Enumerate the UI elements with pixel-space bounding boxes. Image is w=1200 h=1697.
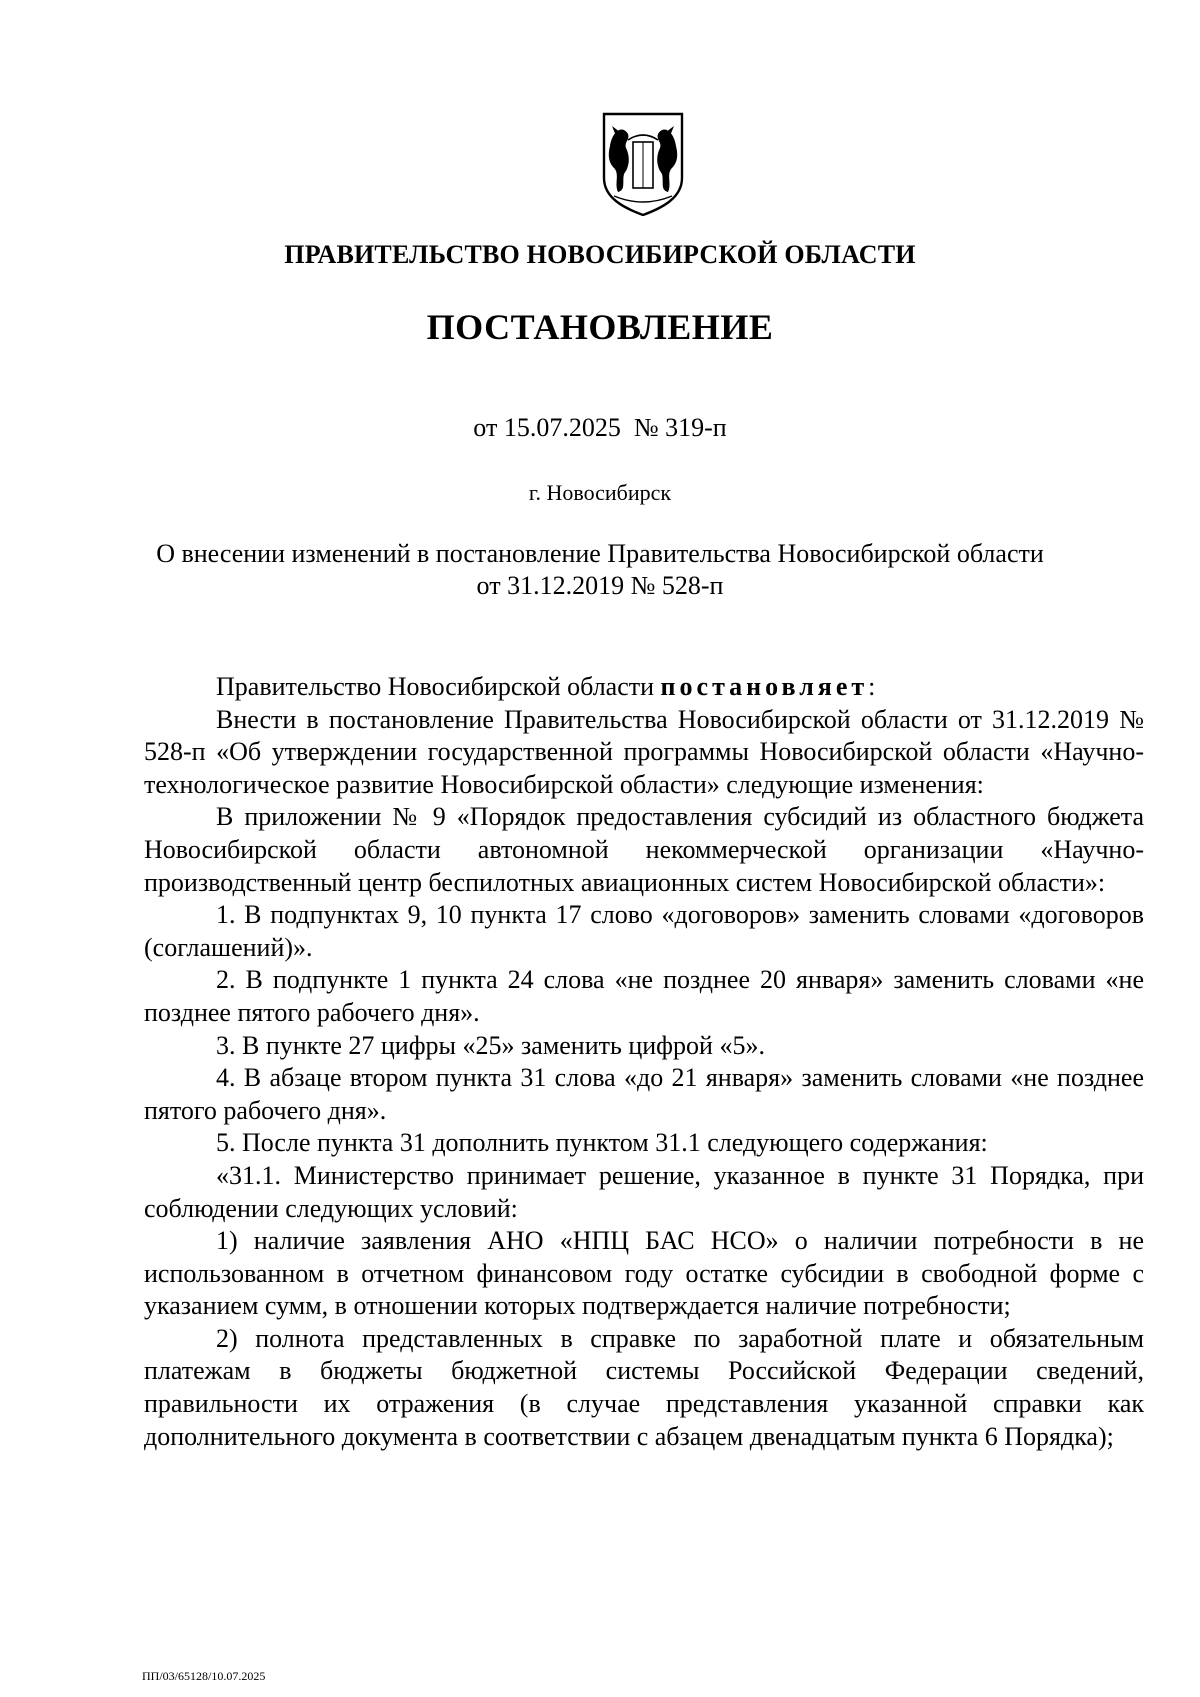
item-5: 5. После пункта 31 дополнить пунктом 31.1 следующего содержания: bbox=[216, 1128, 988, 1158]
document-date: 15.07.2025 bbox=[503, 413, 621, 442]
document-subject bbox=[100, 538, 1100, 602]
item-2: 2. В подпункте 1 пункта 24 слова «не позднее 20 января» заменить словами «не позднее пятого рабочего дня». bbox=[144, 965, 1144, 1027]
preamble-decree-word: постановляет bbox=[660, 672, 869, 701]
subject-line-1: О внесении изменений в постановление Правительства Новосибирской области bbox=[156, 539, 1044, 568]
item-4: 4. В абзаце втором пункта 31 слова «до 21 января» заменить словами «не позднее пятого рабочего дня». bbox=[144, 1063, 1144, 1125]
preamble bbox=[144, 671, 1144, 704]
document-body bbox=[144, 671, 1144, 1453]
document-footer-code: ПП/03/65128/10.07.2025 bbox=[142, 1669, 266, 1683]
document-date-number bbox=[0, 413, 1200, 443]
coat-of-arms-icon bbox=[600, 112, 686, 216]
preamble-colon: : bbox=[868, 672, 876, 701]
item-3: 3. В пункте 27 цифры «25» заменить цифрой «5». bbox=[216, 1030, 765, 1060]
new-point-31-1: «31.1. Министерство принимает решение, указанное в пункте 31 Порядка, при соблюдении следующих условий: bbox=[144, 1160, 1144, 1223]
document-number: 319-п bbox=[665, 413, 727, 442]
document-type: ПОСТАНОВЛЕНИЕ bbox=[426, 307, 774, 347]
item-1: 1. В подпунктах 9, 10 пункта 17 слово «договоров» заменить словами «договоров (соглашений)». bbox=[144, 900, 1144, 962]
date-prefix: от bbox=[473, 413, 498, 442]
government-name: ПРАВИТЕЛЬСТВО НОВОСИБИРСКОЙ ОБЛАСТИ bbox=[284, 240, 916, 269]
subject-line-2: от 31.12.2019 № 528-п bbox=[476, 571, 724, 600]
appendix-paragraph: В приложении № 9 «Порядок предоставления субсидий из областного бюджета Новосибирской области автономной некоммерческой организации «Научно-производственный центр беспилотных авиационных систем Новосибирской области»: bbox=[144, 802, 1144, 897]
document-city: г. Новосибирск bbox=[528, 480, 672, 505]
condition-1: 1) наличие заявления АНО «НПЦ БАС НСО» о наличии потребности в не использованном в отчетном финансовом году остатке субсидии в свободной форме с указанием сумм, в отношении которых подтверждается наличие потребности; bbox=[144, 1226, 1144, 1321]
intro-paragraph: Внести в постановление Правительства Новосибирской области от 31.12.2019 № 528-п «Об утверждении государственной программы Новосибирской области «Научно-технологическое развитие Новосибирской области» следующие изменения: bbox=[144, 704, 1144, 799]
condition-2: 2) полнота представленных в справке по заработной плате и обязательным платежам в бюджеты бюджетной системы Российской Федерации сведений, правильности их отражения (в случае представления указанной справки как дополнительного документа в соответствии с абзацем двенадцатым пункта 6 Порядка); bbox=[144, 1323, 1144, 1451]
preamble-text: Правительство Новосибирской области bbox=[216, 672, 661, 701]
number-sign: № bbox=[633, 413, 659, 442]
